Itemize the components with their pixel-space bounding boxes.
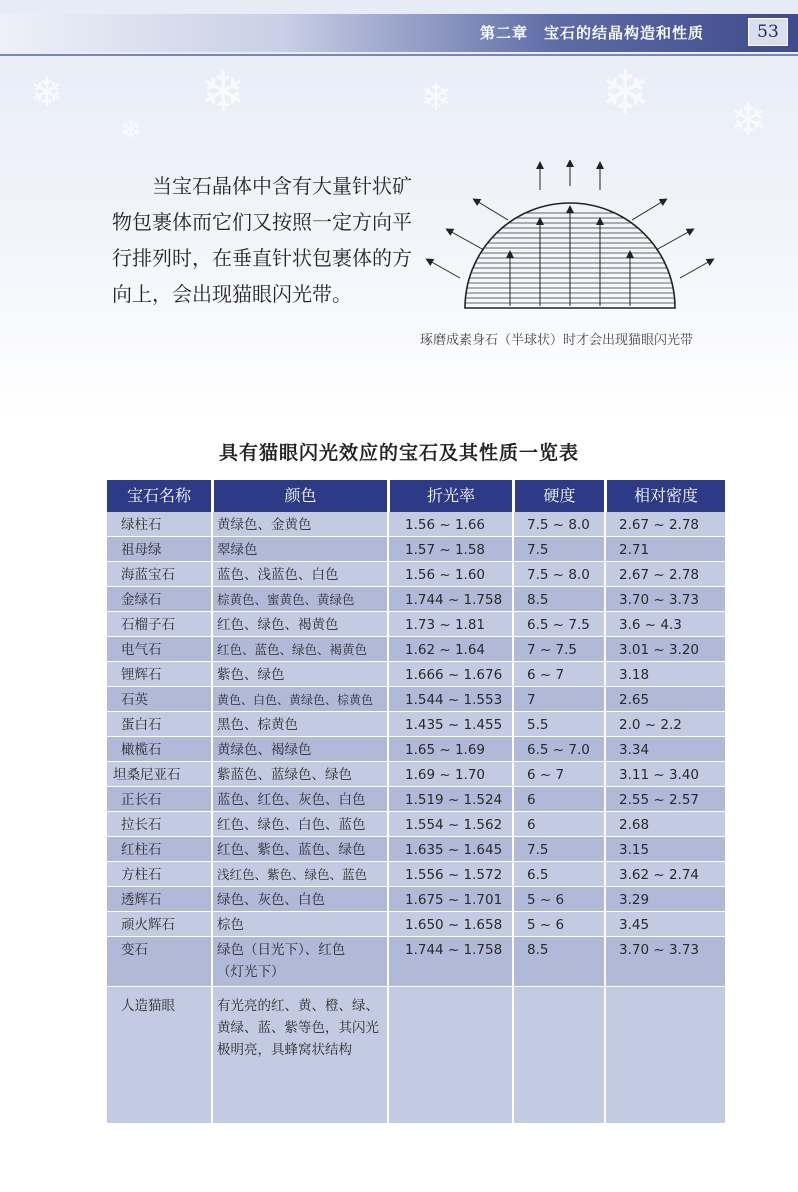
column-header-hardness: 硬度 [543,486,576,505]
table-row: 锂辉石 紫色、绿色 1.666 ~ 1.676 6 ~ 7 3.18 [107,662,725,687]
table-row: 绿柱石 黄绿色、金黄色 1.56 ~ 1.66 7.5 ~ 8.0 2.67 ~ 2.78 [107,512,725,537]
table-row: 拉长石 红色、绿色、白色、蓝色 1.554 ~ 1.562 6 2.68 [107,812,725,837]
gem-properties-table [107,480,725,1123]
table-row: 蛋白石 黑色、棕黄色 1.435 ~ 1.455 5.5 2.0 ~ 2.2 [107,712,725,737]
table-row: 金绿石 棕黄色、蜜黄色、黄绿色 1.744 ~ 1.758 8.5 3.70 ~ 3.73 [107,587,725,612]
page-number: 53 [748,18,788,46]
table-row: 海蓝宝石 蓝色、浅蓝色、白色 1.56 ~ 1.60 7.5 ~ 8.0 2.67 ~ 2.78 [107,562,725,587]
column-header-color: 颜色 [284,486,317,505]
table-row: 变石 绿色（日光下）、红色（灯光下） 1.744 ~ 1.758 8.5 3.70 ~ 3.73 [107,937,725,987]
column-header-name: 宝石名称 [126,486,191,505]
hemisphere-cabochon-diagram-icon [420,160,720,320]
table-row: 石榴子石 红色、绿色、褐黄色 1.73 ~ 1.81 6.5 ~ 7.5 3.6 ~ 4.3 [107,612,725,637]
table-row: 人造猫眼 有光亮的红、黄、橙、绿、黄绿、蓝、紫等色，其闪光极明亮，具蜂窝状结构 [121,998,379,1058]
table-row: 橄榄石 黄绿色、褐绿色 1.65 ~ 1.69 6.5 ~ 7.0 3.34 [107,737,725,762]
snowflake-decoration-icon: ❄ [30,70,64,116]
snowflake-decoration-icon: ❄ [200,60,247,124]
table-row: 正长石 蓝色、红色、灰色、白色 1.519 ~ 1.524 6 2.55 ~ 2.57 [107,787,725,812]
table-header-row [107,480,725,512]
table-row: 坦桑尼亚石 紫蓝色、蓝绿色、绿色 1.69 ~ 1.70 6 ~ 7 3.11 ~ 3.40 [107,762,725,787]
header-rule [0,54,798,56]
figure-caption: 琢磨成素身石（半球状）时才会出现猫眼闪光带 [420,333,694,348]
table-row: 透辉石 绿色、灰色、白色 1.675 ~ 1.701 5 ~ 6 3.29 [107,887,725,912]
chapter-title: 第二章 宝石的结晶构造和性质 [480,24,705,42]
table-row: 石英 黄色、白色、黄绿色、棕黄色 1.544 ~ 1.553 7 2.65 [107,687,725,712]
table-title: 具有猫眼闪光效应的宝石及其性质一览表 [218,442,579,464]
snowflake-decoration-icon: ❄ [730,95,767,146]
table-row: 祖母绿 翠绿色 1.57 ~ 1.58 7.5 2.71 [107,537,725,562]
snowflake-decoration-icon: ❄ [120,115,142,145]
table-row: 电气石 红色、蓝色、绿色、褐黄色 1.62 ~ 1.64 7 ~ 7.5 3.01 ~ 3.20 [107,637,725,662]
figure [420,160,720,324]
table-row: 顽火辉石 棕色 1.650 ~ 1.658 5 ~ 6 3.45 [107,912,725,937]
body-paragraph: 当宝石晶体中含有大量针状矿物包裹体而它们又按照一定方向平行排列时，在垂直针状包裹体的方向上，会出现猫眼闪光带。 [112,174,412,306]
column-header-density: 相对密度 [633,486,698,505]
table-row: 方柱石 浅红色、紫色、绿色、蓝色 1.556 ~ 1.572 6.5 3.62 ~ 2.74 [107,862,725,887]
column-header-refractive-index: 折光率 [426,486,475,505]
snowflake-decoration-icon: ❄ [600,58,651,128]
snowflake-decoration-icon: ❄ [420,75,452,119]
table-row: 红柱石 红色、紫色、蓝色、绿色 1.635 ~ 1.645 7.5 3.15 [107,837,725,862]
